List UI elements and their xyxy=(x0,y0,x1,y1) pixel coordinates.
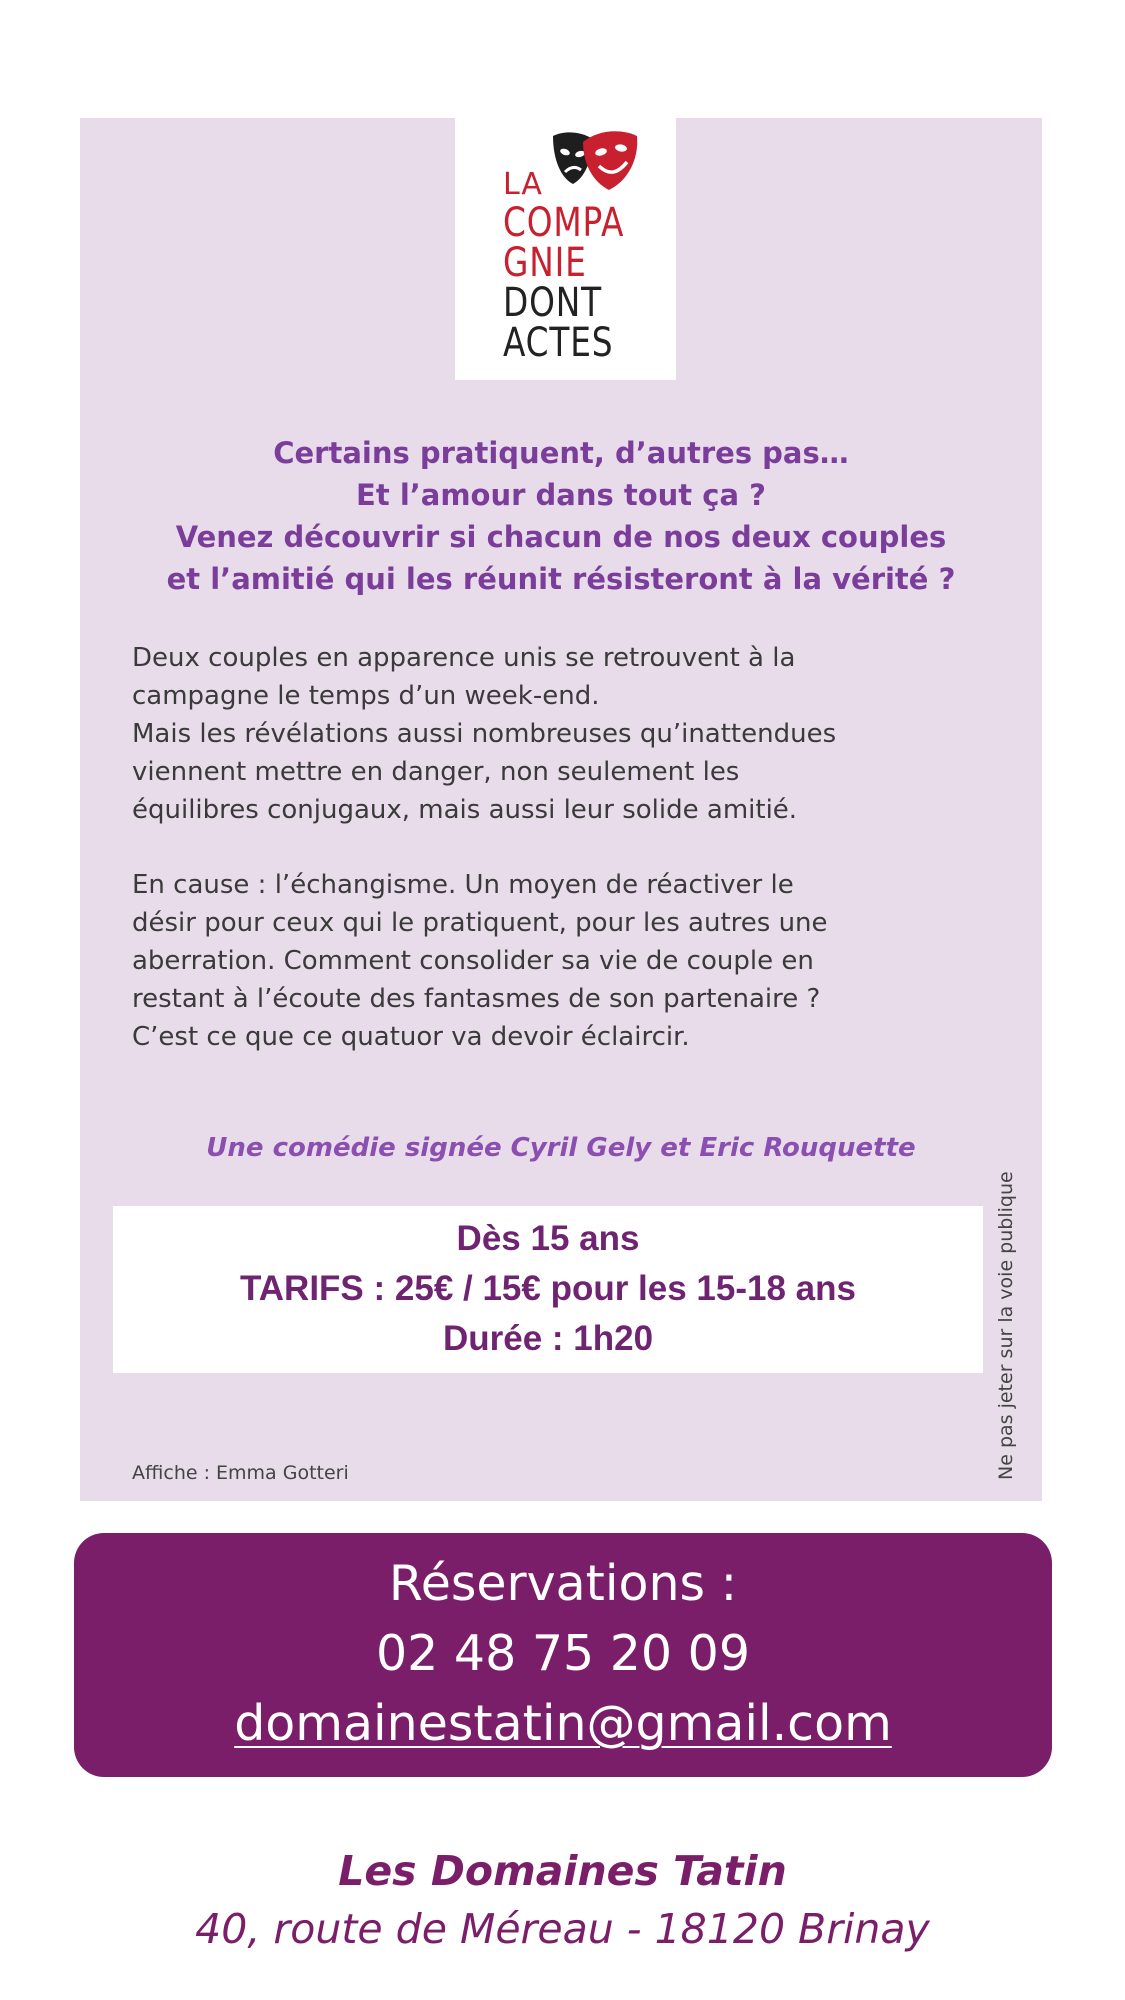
tagline-line: Certains pratiquent, d’autres pas… xyxy=(273,436,849,470)
ticket-prices: TARIFS : 25€ / 15€ pour les 15-18 ans xyxy=(240,1269,856,1308)
poster-credit: Affiche : Emma Gotteri xyxy=(132,1462,349,1484)
synopsis-paragraph-1 xyxy=(132,639,1012,829)
venue-address: 40, route de Méreau - 18120 Brinay xyxy=(195,1905,930,1953)
tagline-line: et l’amitié qui les réunit résisteront à la vérité ? xyxy=(166,562,956,596)
reservations-phone[interactable]: 02 48 75 20 09 xyxy=(375,1625,751,1682)
logo-line-4: DONT xyxy=(503,280,602,326)
show-duration: Durée : 1h20 xyxy=(442,1319,654,1358)
disposal-note: Ne pas jeter sur la voie publique xyxy=(995,1171,1017,1480)
logo-line-2: COMPA xyxy=(503,200,625,246)
paragraph-line: Mais les révélations aussi nombreuses qu’inattendues xyxy=(132,719,837,749)
reservations-email-wrap xyxy=(74,1689,1052,1759)
paragraph-line: En cause : l’échangisme. Un moyen de réactiver le xyxy=(132,870,794,900)
paragraph-line: C’est ce que ce quatuor va devoir éclaircir. xyxy=(132,1022,690,1052)
authors-signature: Une comédie signée Cyril Gely et Eric Rouquette xyxy=(206,1133,916,1163)
paragraph-line: restant à l’écoute des fantasmes de son partenaire ? xyxy=(132,984,821,1014)
company-logo xyxy=(455,118,676,380)
paragraph-line: désir pour ceux qui le pratiquent, pour les autres une xyxy=(132,908,828,938)
synopsis-paragraph-2 xyxy=(132,866,1012,1056)
reservations-title: Réservations : xyxy=(388,1555,738,1612)
age-requirement: Dès 15 ans xyxy=(456,1219,640,1258)
paragraph-line: viennent mettre en danger, non seulement les xyxy=(132,757,740,787)
venue xyxy=(0,1842,1125,1958)
logo-line-3: GNIE xyxy=(503,240,587,286)
paragraph-line: équilibres conjugaux, mais aussi leur solide amitié. xyxy=(132,795,798,825)
tagline xyxy=(80,432,1042,600)
logo-line-1: LA xyxy=(503,167,543,202)
reservations-email-link[interactable]: domainestatin@gmail.com xyxy=(234,1695,892,1752)
venue-name: Les Domaines Tatin xyxy=(338,1847,787,1895)
paragraph-line: Deux couples en apparence unis se retrouvent à la xyxy=(132,643,796,673)
logo-wordmark xyxy=(503,167,653,366)
info-box xyxy=(113,1206,983,1373)
reservations-panel xyxy=(74,1533,1052,1777)
paragraph-line: aberration. Comment consolider sa vie de couple en xyxy=(132,946,814,976)
logo-line-5: ACTES xyxy=(503,320,614,366)
tagline-line: Venez découvrir si chacun de nos deux couples xyxy=(175,520,947,554)
tagline-line: Et l’amour dans tout ça ? xyxy=(356,478,766,512)
paragraph-line: campagne le temps d’un week-end. xyxy=(132,681,600,711)
poster xyxy=(80,118,1042,1501)
